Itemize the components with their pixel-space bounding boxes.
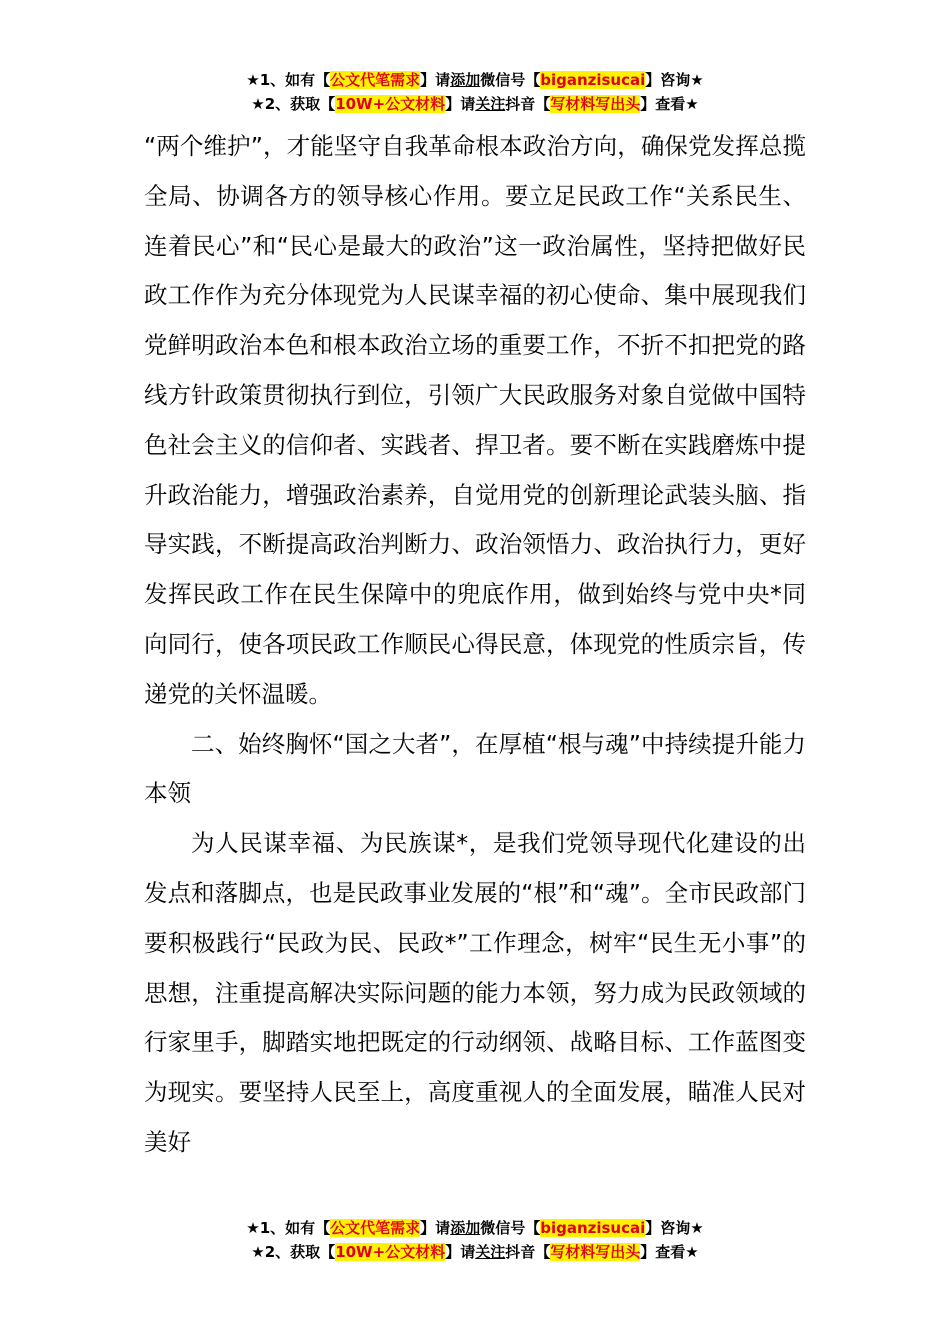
promo-text: 微信号【 bbox=[480, 71, 541, 89]
promo-text: 】咨询★ bbox=[645, 71, 704, 89]
promo-text: 】查看★ bbox=[640, 1243, 699, 1261]
promo-highlight: 10W+公文材料 bbox=[335, 1243, 446, 1261]
promo-highlight: biganzisucai bbox=[540, 1219, 646, 1237]
promo-highlight: 写材料写出头 bbox=[550, 95, 641, 113]
section-heading: 二、始终胸怀“国之大者”，在厚植“根与魂”中持续提升能力本领 bbox=[144, 729, 806, 808]
promo-text: ★2、获取【 bbox=[251, 95, 336, 113]
promo-line-1 bbox=[0, 1216, 950, 1240]
promo-line-2 bbox=[0, 92, 950, 116]
promo-underlined-text: 关注 bbox=[475, 1243, 506, 1261]
promo-text: ★2、获取【 bbox=[251, 1243, 336, 1261]
promo-highlight: 写材料写出头 bbox=[550, 1243, 641, 1261]
promo-highlight: 公文代笔需求 bbox=[330, 71, 421, 89]
promo-highlight: 10W+公文材料 bbox=[335, 95, 446, 113]
document-body bbox=[144, 122, 806, 1168]
promo-highlight: biganzisucai bbox=[540, 71, 646, 89]
promo-text: ★1、如有【 bbox=[246, 71, 331, 89]
promo-text: 微信号【 bbox=[480, 1219, 541, 1237]
promo-text: 】咨询★ bbox=[645, 1219, 704, 1237]
promo-underlined-text: 添加 bbox=[450, 1219, 481, 1237]
body-paragraph: “两个维护”，才能坚守自我革命根本政治方向，确保党发挥总揽全局、协调各方的领导核心作用。要立足民政工作“关系民生、连着民心”和“民心是最大的政治”这一政治属性，坚持把做好民政工作作为充分体现党为人民谋幸福的初心使命、集中展现我们党鲜明政治本色和根本政治立场的重要工作，不折不扣把党的路线方针政策贯彻执行到位，引领广大民政服务对象自觉做中国特色社会主义的信仰者、实践者、捍卫者。要不断在实践磨炼中提升政治能力，增强政治素养，自觉用党的创新理论武装头脑、指导实践，不断提高政治判断力、政治领悟力、政治执行力，更好发挥民政工作在民生保障中的兜底作用，做到始终与党中央*同向同行，使各项民政工作顺民心得民意，体现党的性质宗旨，传递党的关怀温暖。 bbox=[144, 132, 806, 708]
body-paragraph: 为人民谋幸福、为民族谋*，是我们党领导现代化建设的出发点和落脚点，也是民政事业发展的“根”和“魂”。全市民政部门要积极践行“民政为民、民政*”工作理念，树牢“民生无小事”的思想，注重提高解决实际问题的能力本领，努力成为民政领域的行家里手，脚踏实地把既定的行动纲领、战略目标、工作蓝图变为现实。要坚持人民至上，高度重视人的全面发展，瞄准人民对美好 bbox=[144, 829, 806, 1156]
promo-text: 】请 bbox=[445, 1243, 476, 1261]
promo-text: 】请 bbox=[420, 71, 451, 89]
promo-banner-top bbox=[0, 68, 950, 116]
promo-text: 】请 bbox=[420, 1219, 451, 1237]
promo-underlined-text: 关注 bbox=[475, 95, 506, 113]
promo-underlined-text: 添加 bbox=[450, 71, 481, 89]
promo-text: ★1、如有【 bbox=[246, 1219, 331, 1237]
promo-line-1 bbox=[0, 68, 950, 92]
promo-text: 抖音【 bbox=[505, 95, 551, 113]
promo-banner-bottom bbox=[0, 1216, 950, 1264]
promo-text: 】查看★ bbox=[640, 95, 699, 113]
promo-line-2 bbox=[0, 1240, 950, 1264]
promo-text: 】请 bbox=[445, 95, 476, 113]
promo-text: 抖音【 bbox=[505, 1243, 551, 1261]
promo-highlight: 公文代笔需求 bbox=[330, 1219, 421, 1237]
